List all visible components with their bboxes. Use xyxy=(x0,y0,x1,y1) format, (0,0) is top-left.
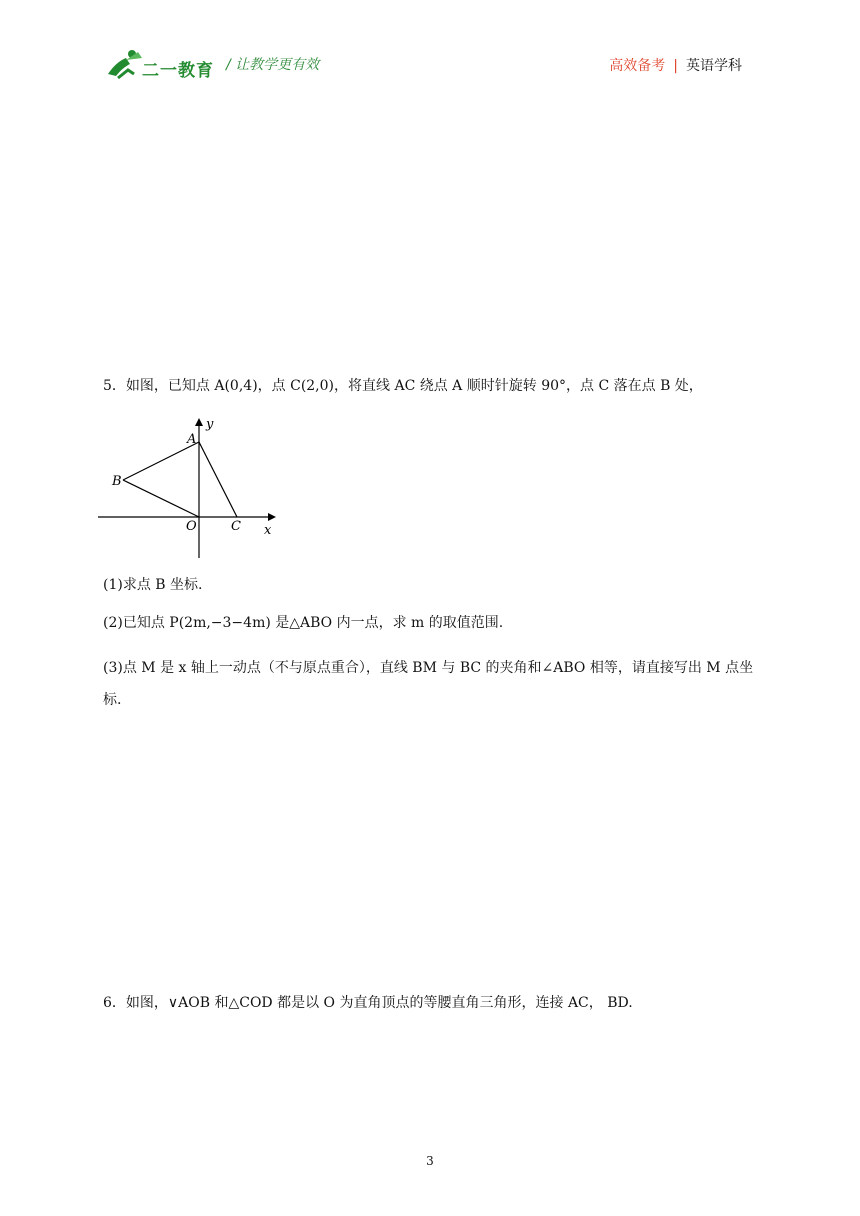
header-separator: | xyxy=(673,58,678,74)
label-b: B xyxy=(112,474,122,489)
segment-ac xyxy=(199,442,237,517)
header-tag: 高效备考 xyxy=(609,58,666,74)
segment-ab xyxy=(123,442,199,480)
page-number: 3 xyxy=(426,1154,434,1168)
header-right xyxy=(609,55,742,75)
label-y: y xyxy=(206,417,214,432)
header-slogan: / 让教学更有效 xyxy=(226,57,320,73)
question-5-part-3: (3)点 M 是 x 轴上一动点（不与原点重合），直线 BM 与 BC 的夹角和∠ABO 相等，请直接写出 M 点坐标. xyxy=(103,660,754,708)
label-x: x xyxy=(264,523,272,538)
y-axis-arrow xyxy=(195,418,203,426)
question-5-stem: 5．如图，已知点 A(0,4)，点 C(2,0)，将直线 AC 绕点 A 顺时针旋转 90°，点 C 落在点 B 处， xyxy=(103,378,703,394)
page-header xyxy=(0,0,860,110)
label-a: A xyxy=(187,432,197,447)
segment-bo xyxy=(123,480,199,517)
brand-name: 二一教育 xyxy=(142,61,214,81)
question-5-part-2: (2)已知点 P(2m,−3−4m) 是△ABO 内一点，求 m 的取值范围. xyxy=(103,615,504,631)
label-o: O xyxy=(186,519,197,534)
question-5-part-1: (1)求点 B 坐标. xyxy=(103,577,203,593)
x-axis-arrow xyxy=(268,513,276,521)
header-subject: 英语学科 xyxy=(686,58,742,74)
question-6-stem: 6．如图，∨AOB 和△COD 都是以 O 为直角顶点的等腰直角三角形，连接 AC， BD. xyxy=(103,995,633,1011)
label-c: C xyxy=(231,519,241,534)
coordinate-figure xyxy=(96,412,286,562)
